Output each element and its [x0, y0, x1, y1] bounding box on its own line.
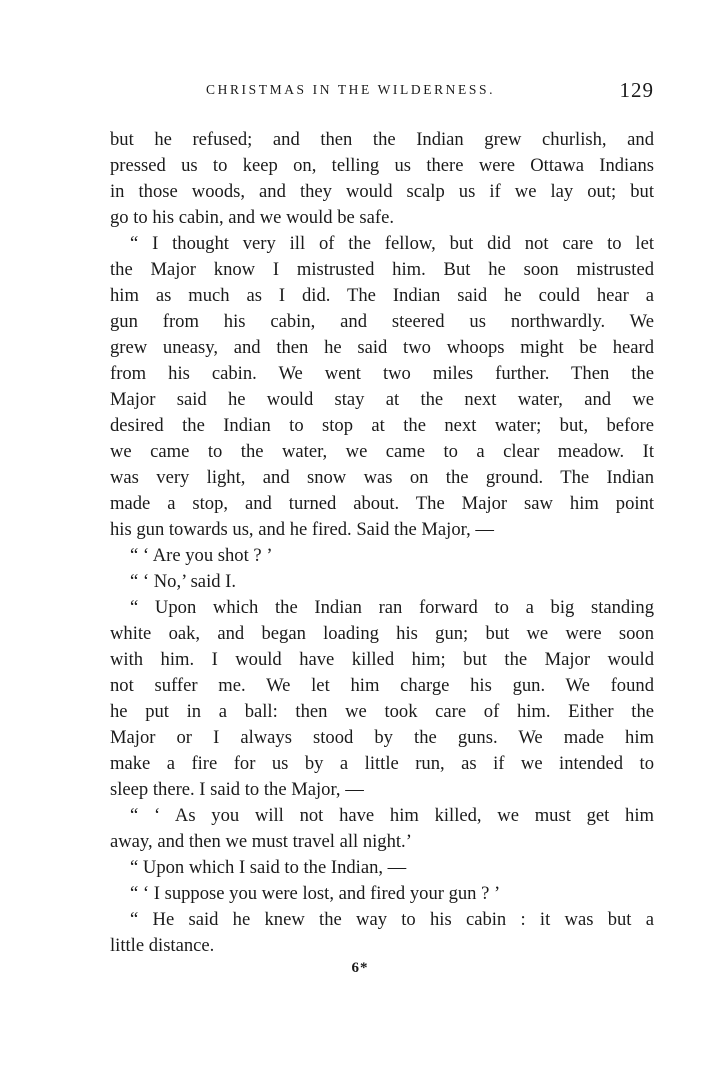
text-line: grew uneasy, and then he said two whoops might be heard: [110, 337, 654, 358]
body-text: [110, 127, 654, 959]
text-line: “ ‘ No,’ said I.: [130, 571, 237, 592]
text-line: gun from his cabin, and steered us northwardly. We: [110, 311, 654, 332]
text-line: Major said he would stay at the next water, and we: [110, 389, 654, 410]
text-line: in those woods, and they would scalp us if we lay out; but: [110, 181, 654, 202]
text-line: desired the Indian to stop at the next water; but, before: [110, 415, 654, 436]
text-line: “ He said he knew the way to his cabin : it was but a: [130, 909, 654, 930]
text-line: white oak, and began loading his gun; but we were soon: [110, 623, 654, 644]
text-line: “ Upon which the Indian ran forward to a big standing: [130, 597, 654, 618]
text-line: “ ‘ I suppose you were lost, and fired your gun ? ’: [130, 883, 501, 904]
text-line: Major or I always stood by the guns. We made him: [110, 727, 654, 748]
text-line: with him. I would have killed him; but the Major would: [110, 649, 654, 670]
text-line: from his cabin. We went two miles further. Then the: [110, 363, 654, 384]
signature-mark: 6*: [351, 960, 369, 976]
text-line: make a fire for us by a little run, as if we intended to: [110, 753, 654, 774]
text-line: him as much as I did. The Indian said he could hear a: [110, 285, 654, 306]
text-line: sleep there. I said to the Major, —: [110, 779, 364, 800]
text-line: away, and then we must travel all night.’: [110, 831, 412, 852]
text-line: not suffer me. We let him charge his gun. We found: [110, 675, 654, 696]
text-line: made a stop, and turned about. The Major saw him point: [110, 493, 654, 514]
running-head: [110, 78, 654, 108]
text-line: go to his cabin, and we would be safe.: [110, 207, 394, 228]
text-line: but he refused; and then the Indian grew churlish, and: [110, 129, 654, 150]
text-line: “ ‘ As you will not have him killed, we must get him: [130, 805, 654, 826]
text-line: “ I thought very ill of the fellow, but did not care to let: [130, 233, 654, 254]
text-line: was very light, and snow was on the ground. The Indian: [110, 467, 654, 488]
text-line: little distance.: [110, 935, 215, 956]
text-line: “ ‘ Are you shot ? ’: [130, 545, 273, 566]
text-line: we came to the water, we came to a clear meadow. It: [110, 441, 654, 462]
text-line: he put in a ball: then we took care of him. Either the: [110, 701, 654, 722]
text-line: pressed us to keep on, telling us there were Ottawa Indians: [110, 155, 654, 176]
text-line: the Major know I mistrusted him. But he soon mistrusted: [110, 259, 654, 280]
text-line: his gun towards us, and he fired. Said the Major, —: [110, 519, 494, 540]
page-number: 129: [619, 78, 654, 102]
text-line: “ Upon which I said to the Indian, —: [130, 857, 407, 878]
running-title: CHRISTMAS IN THE WILDERNESS.: [206, 82, 496, 97]
